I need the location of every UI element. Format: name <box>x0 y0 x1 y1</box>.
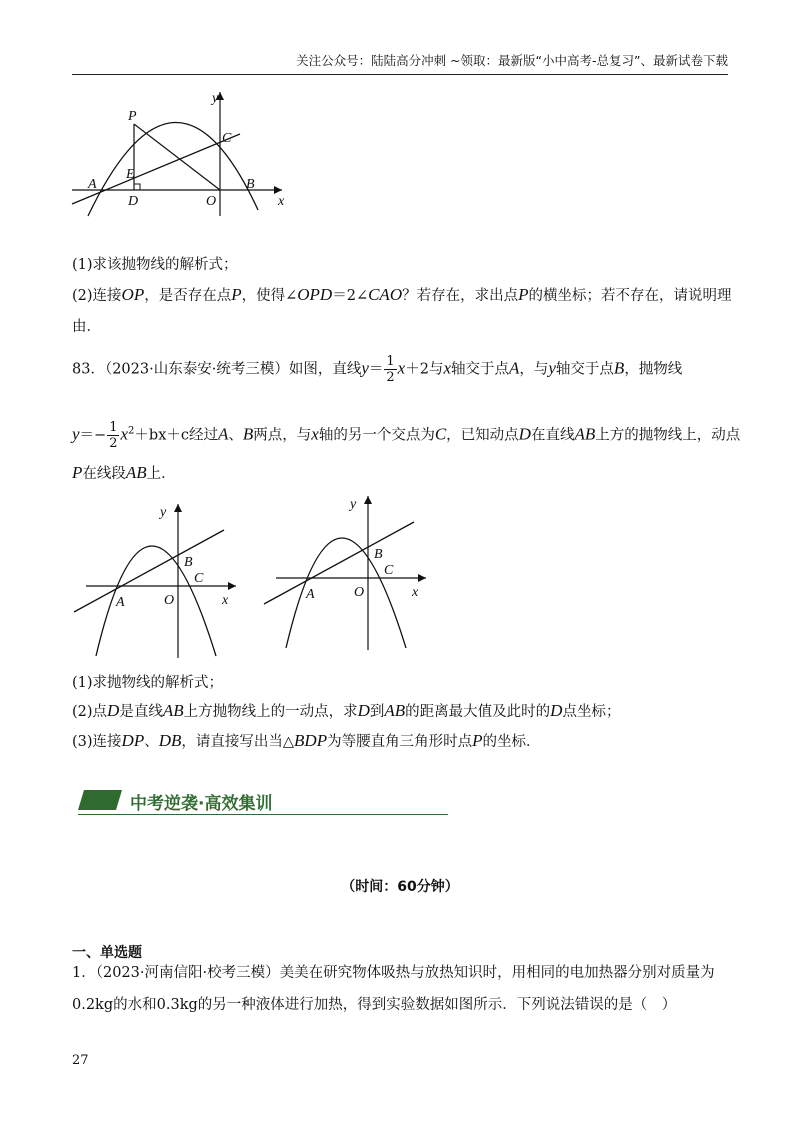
fig2-y-label: y <box>160 505 167 520</box>
q83-stem-line2: y＝− $\frac{1}{2}$ $x^2+bx+c$经过A、B两点，与x轴的另一个交点为C，已知动点D在直线AB上方的抛物线上，动点 <box>72 420 741 451</box>
q1-line1: 1．（2023·河南信阳·校考三模）美美在研究物体吸热与放热知识时，用相同的电加热器分别对质量为 <box>72 965 715 981</box>
q83-stem-line3: P在线段AB上． <box>72 463 176 482</box>
fig3-b-label: B <box>374 547 383 562</box>
section-title: 一、单选题 <box>72 945 142 961</box>
fig1-e-label: E <box>126 167 135 182</box>
q83-stem-line1: 83．（2023·山东泰安·统考三模）如图，直线y＝ $\frac{1}{2}$ x＋2与x轴交于点A，与y轴交于点B，抛物线 <box>72 354 683 385</box>
fig1-p-label: P <box>128 109 137 124</box>
fig3-y-label: y <box>350 497 357 512</box>
q83-part1: (1)求抛物线的解析式； <box>72 675 224 691</box>
q1-line2: 0.2kg的水和0.3kg的另一种液体进行加热，得到实验数据如图所示．下列说法错误的是（ ） <box>72 997 677 1013</box>
fig1-x-label: x <box>278 194 285 209</box>
time-limit: （时间：60分钟） <box>341 879 459 895</box>
fig2-b-label: B <box>184 555 193 570</box>
q83-part3: (3)连接DP、DB，请直接写出当△BDP为等腰直角三角形时点P的坐标． <box>72 731 541 750</box>
page-header: 关注公众号：陆陆高分冲刺 ~领取：最新版“小中高考-总复习”、最新试卷下载 <box>72 54 728 75</box>
banner-flag-icon <box>78 790 122 810</box>
fig1-b-label: B <box>246 177 255 192</box>
fig1-a-label: A <box>88 177 97 192</box>
fig1-o-label: O <box>206 194 217 209</box>
q82-part1: (1)求该抛物线的解析式； <box>72 257 238 273</box>
fig1-d-label: D <box>128 194 139 209</box>
figure-parabola-left <box>72 500 242 660</box>
banner-title: 中考逆袭·高效集训 <box>130 794 273 814</box>
q83-part2: (2)点D是直线AB上方抛物线上的一动点，求D到AB的距离最大值及此时的D点坐标； <box>72 701 621 720</box>
fig3-x-label: x <box>412 585 419 600</box>
fig2-o-label: O <box>164 593 175 608</box>
figure-parabola-right <box>262 492 432 652</box>
fig3-a-label: A <box>306 587 315 602</box>
fig2-a-label: A <box>116 595 125 610</box>
fig1-y-label: y <box>212 91 219 106</box>
q82-part2: (2)连接OP，是否存在点P，使得∠OPD＝2∠CAO？若存在，求出点P的横坐标；若不存在，请说明理 <box>72 285 732 304</box>
fig3-o-label: O <box>354 585 365 600</box>
figure-parabola-opd <box>68 88 298 218</box>
section-banner <box>78 788 448 815</box>
fig2-c-label: C <box>194 571 204 586</box>
page-number: 27 <box>72 1053 89 1068</box>
fig2-x-label: x <box>222 593 229 608</box>
fig1-c-label: C <box>222 131 232 146</box>
fig3-c-label: C <box>384 563 394 578</box>
q82-part2-cont: 由． <box>72 319 101 335</box>
